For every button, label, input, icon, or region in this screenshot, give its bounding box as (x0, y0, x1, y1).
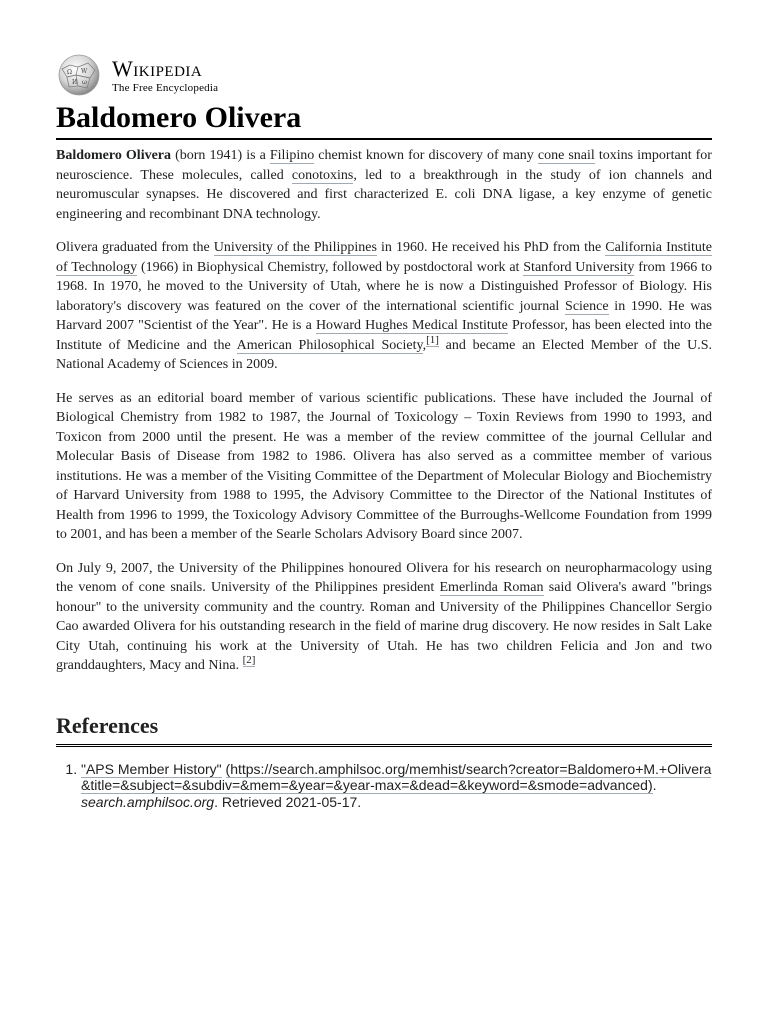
page-title: Baldomero Olivera (56, 100, 712, 140)
text-span: chemist known for discovery of many (314, 148, 538, 163)
references-list (56, 761, 712, 811)
citation-link-2[interactable]: [2] (242, 654, 256, 667)
svg-text:ω: ω (82, 79, 87, 86)
text-span: On July 9, 2007, the University of the Philippines honoured Olivera for his research on neuropharmacology using the venom of cone snails. University of the Philippines president (56, 560, 712, 595)
link-university-of-the-philippines[interactable]: University of the Philippines (213, 240, 377, 255)
reference-site: search.amphilsoc.org (81, 793, 215, 810)
link-hhmi[interactable]: Howard Hughes Medical Institute (315, 318, 508, 333)
text-span: (1966) in Biophysical Chemistry, followed by postdoctoral work at (137, 259, 524, 275)
paragraph-career (56, 238, 712, 375)
svg-text:Ω: Ω (67, 69, 72, 76)
reference-retrieved: . Retrieved 2021-05-17. (214, 793, 362, 810)
article-page (56, 52, 712, 810)
text-span: said Olivera's award "brings honour" to the university community and the country. Roman and University of the Philippines Chancellor Sergio Cao awarded Olivera for his outstanding research in the field of marine drug discovery. He now resides in Salt Lake City Utah, continuing his work at the University of Utah. He has two children Felicia and Jon and two granddaughters, Macy and Nina. (56, 580, 712, 673)
svg-text:И: И (72, 79, 78, 86)
citation-2 (243, 654, 256, 667)
link-stanford[interactable]: Stanford University (523, 259, 635, 275)
text-span: from 1966 to 1968. In 1970, he moved to the University of Utah, where he is now a Distinguished Professor of Biology. His laboratory's discovery was featured on the cover of the international scientific journal (56, 259, 713, 314)
paragraph-honours (56, 559, 712, 676)
link-conotoxins[interactable]: conotoxins (291, 167, 354, 183)
text-span: toxins important for neuroscience. These molecules, called (56, 148, 712, 183)
reference-title-link[interactable]: "APS Member History" (81, 760, 222, 777)
subject-name: Baldomero Olivera (56, 148, 172, 163)
link-caltech[interactable]: California Institute of Technology (56, 240, 712, 275)
text-span: , (422, 337, 427, 353)
text-span: Olivera graduated from the (56, 240, 214, 255)
wikipedia-globe-icon (54, 53, 104, 97)
link-filipino[interactable]: Filipino (269, 148, 315, 163)
link-cone-snail[interactable]: cone snail (537, 148, 595, 163)
reference-item: 1. "APS Member History" (https://search.amphilsoc.org/memhist/search?creator=Baldomero+M.+Olivera&title=&subject=&subdiv=&mem=&year=&year-max=&dead=&keyword=&smode=advanced). search.amphilsoc.org. Retrieved 2021-05-17. (81, 761, 712, 811)
text-span: , led to a breakthrough in the study of ion channels and neuromuscular synapses. He discovered and first characterized E. coli DNA ligase, a key enzyme of genetic engineering and recombinant DNA technology. (56, 167, 712, 222)
svg-text:W: W (81, 68, 88, 75)
text-span: in 1960. He received his PhD from the (376, 240, 606, 255)
wikipedia-tagline: The Free Encyclopedia (112, 82, 219, 94)
paragraph-intro (56, 146, 712, 224)
wikipedia-wordmark: Wikipedia (112, 56, 203, 81)
text-span: in 1990. He was Harvard 2007 "Scientist of the Year". He is a (56, 298, 712, 333)
text-span: (born 1941) is a (171, 148, 270, 163)
citation-1 (426, 334, 439, 347)
reference-url-link[interactable]: (https://search.amphilsoc.org/memhist/search?creator=Baldomero+M.+Olivera&title=&subject=&subdiv=&mem=&year=&year-max=&dead=&keyword=&smode=advanced) (81, 760, 712, 793)
text-span: Professor, has been elected into the Institute of Medicine and the (56, 318, 713, 353)
wikipedia-brand[interactable] (56, 52, 712, 98)
link-emerlinda-roman[interactable]: Emerlinda Roman (439, 580, 544, 595)
citation-link-1[interactable]: [1] (426, 333, 439, 346)
paragraph-editorial: He serves as an editorial board member of various scientific publications. These have included the Journal of Biological Chemistry from 1982 to 1987, the Journal of Toxicology – Toxin Reviews from 1990 to 1993, and Toxicon from 2000 until the present. He was a member of the review committee of the journal Cellular and Molecular Basis of Disease from 1982 to 1986. Olivera has also served as a committee member of various institutions. He was a member of the Visiting Committee of the Department of Molecular Biology and Biochemistry of Harvard University from 1988 to 1995, the Advisory Committee to the Director of the National Institutes of Health from 1996 to 1999, the Toxicology Advisory Committee of the Burroughs-Wellcome Foundation from 1999 to 2001, and has been a member of the Searle Scholars Advisory Board since 2007. (56, 390, 712, 542)
link-science[interactable]: Science (565, 298, 609, 314)
text-span: and became an Elected Member of the U.S. National Academy of Sciences in 2009. (56, 337, 712, 372)
link-american-philosophical-society[interactable]: American Philosophical Society (236, 337, 423, 353)
references-heading: References (56, 712, 712, 747)
